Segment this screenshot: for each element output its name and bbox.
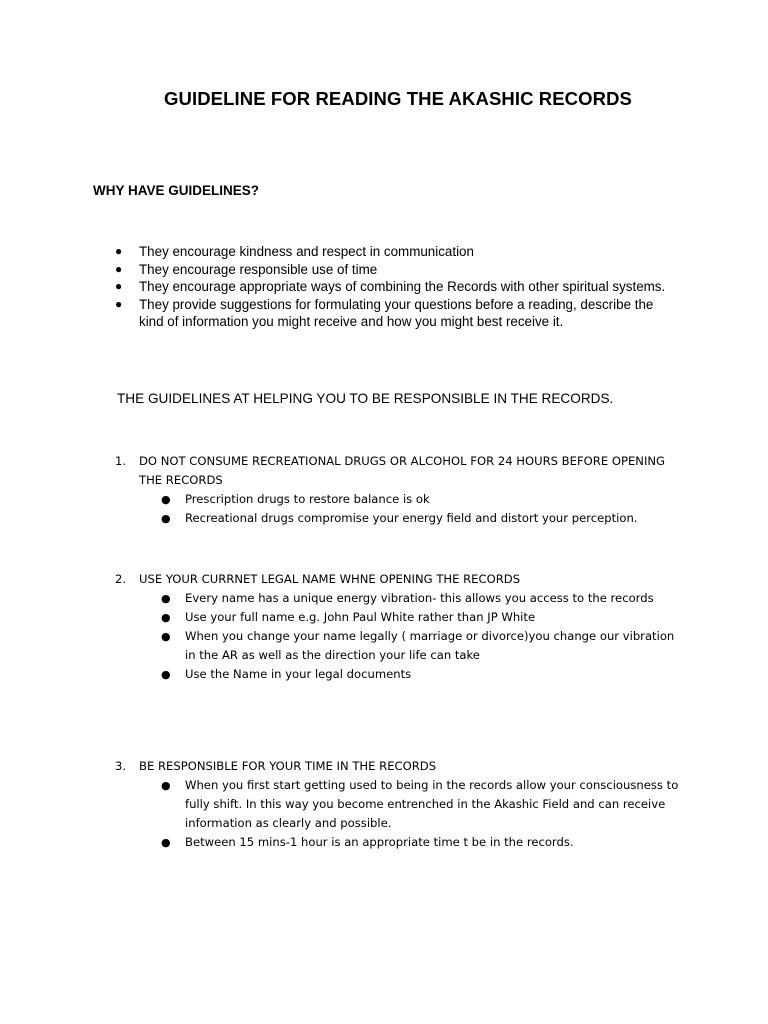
list-item: ● They encourage appropriate ways of combining the Records with other spiritual systems. [115,279,666,294]
section-number: 1. [115,454,127,468]
guideline-section-3 [93,757,683,852]
bullet-icon: ● [115,279,123,293]
list-item: ● Prescription drugs to restore balance is ok [93,490,683,509]
bullet-icon: ● [161,592,171,605]
list-item: ● Recreational drugs compromise your energy field and distort your perception. [93,509,683,528]
bullet-icon: ● [161,493,171,506]
list-item: ● Every name has a unique energy vibration- this allows you access to the records [93,589,683,608]
section-item-list [93,490,683,528]
why-guidelines-heading: WHY HAVE GUIDELINES? [93,183,260,198]
section-item-list [93,776,683,852]
why-bullet-list [93,243,668,331]
list-item: ● When you first start getting used to being in the records allow your consciousness to fully shift. In this way you become entrenched in the Akashic Field and can receive information as clearly and possible. [161,778,679,830]
section-number: 3. [115,759,127,773]
section-title: 2. USE YOUR CURRNET LEGAL NAME WHNE OPENING THE RECORDS [93,570,683,589]
list-item: ● Use your full name e.g. John Paul White rather than JP White [93,608,683,627]
bullet-icon: ● [115,261,123,276]
list-item: ● They encourage responsible use of time [115,261,378,277]
bullet-icon: ● [161,779,171,792]
guideline-section-1 [93,452,683,528]
bullet-icon: ● [161,611,171,624]
section-item-list [93,589,683,684]
list-item: ● Between 15 mins-1 hour is an appropriate time t be in the records. [93,833,683,852]
bullet-icon: ● [161,512,171,525]
bullet-icon: ● [115,244,123,258]
bullet-icon: ● [161,668,171,681]
list-item: ● Use the Name in your legal documents [93,665,683,684]
section-title: 1. DO NOT CONSUME RECREATIONAL DRUGS OR ALCOHOL FOR 24 HOURS BEFORE OPENING THE RECORDS [115,454,666,487]
section-number: 2. [115,572,127,586]
document-title: GUIDELINE FOR READING THE AKASHIC RECORDS [164,88,632,109]
guidelines-heading: THE GUIDELINES AT HELPING YOU TO BE RESPONSIBLE IN THE RECORDS. [117,391,614,406]
section-title: 3. BE RESPONSIBLE FOR YOUR TIME IN THE RECORDS [93,757,683,776]
list-item: ● They provide suggestions for formulating your questions before a reading, describe the kind of information you might receive and how you might best receive it. [115,296,654,329]
bullet-icon: ● [161,836,171,849]
guideline-section-2 [93,570,683,684]
bullet-icon: ● [161,630,171,643]
list-item: ● They encourage kindness and respect in communication [115,244,474,259]
bullet-icon: ● [115,296,123,311]
list-item: ● When you change your name legally ( marriage or divorce)you change our vibration in the AR as well as the direction your life can take [161,629,675,662]
